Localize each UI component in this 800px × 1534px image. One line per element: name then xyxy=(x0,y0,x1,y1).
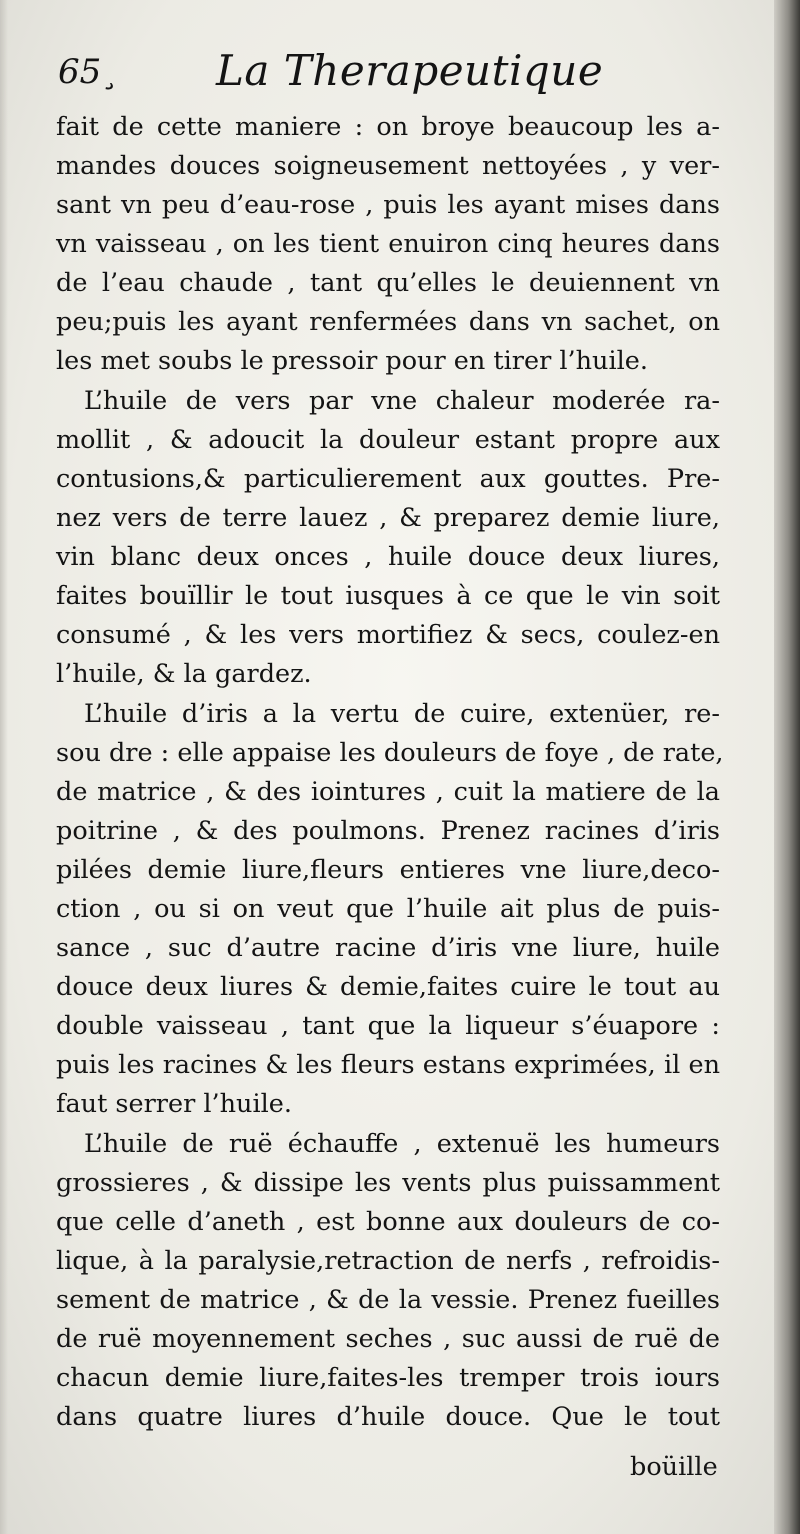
text-line: faut serrer l’huile. xyxy=(56,1089,292,1119)
text-line: les met soubs le pressoir pour en tirer l’huile. xyxy=(56,346,648,376)
text-line: puis les racines & les fleurs estans exprimées, il en xyxy=(56,1050,720,1080)
page-number: 65¸ xyxy=(58,52,119,92)
paragraph-rue-oil xyxy=(56,1125,720,1437)
text-line: nez vers de terre lauez , & preparez demie liure, xyxy=(56,503,720,533)
text-line: de l’eau chaude , tant qu’elles le deuiennent vn xyxy=(56,268,720,298)
text-line: ction , ou si on veut que l’huile ait plus de puis- xyxy=(56,894,720,924)
text-line: sement de matrice , & de la vessie. Prenez fueilles xyxy=(56,1285,720,1315)
text-line: L’huile de vers par vne chaleur moderée ra- xyxy=(84,386,720,416)
page-gutter-shadow xyxy=(0,0,8,1534)
text-line: poitrine , & des poulmons. Prenez racines d’iris xyxy=(56,816,720,846)
text-line: sou dre : elle appaise les douleurs de foye , de rate, xyxy=(56,738,724,768)
text-line: mollit , & adoucit la douleur estant propre aux xyxy=(56,425,720,455)
text-line: grossieres , & dissipe les vents plus puissamment xyxy=(56,1168,720,1198)
text-line: contusions,& particulierement aux gouttes. Pre- xyxy=(56,464,720,494)
text-line: peu;puis les ayant renfermées dans vn sachet, on xyxy=(56,307,720,337)
catchword: boüille xyxy=(630,1452,718,1482)
page-edge-shadow xyxy=(774,0,800,1534)
text-line: chacun demie liure,faites-les tremper trois iours xyxy=(56,1363,720,1393)
text-line: vn vaisseau , on les tient enuiron cinq heures dans xyxy=(56,229,720,259)
text-line: de ruë moyennement seches , suc aussi de ruë de xyxy=(56,1324,720,1354)
paragraph-worm-oil xyxy=(56,382,720,694)
text-line: faites bouïllir le tout iusques à ce que le vin soit xyxy=(56,581,720,611)
running-title: La Therapeutique xyxy=(216,46,604,95)
body-text xyxy=(56,108,724,1438)
text-line: L’huile d’iris a la vertu de cuire, extenüer, re- xyxy=(84,699,720,729)
text-line: vin blanc deux onces , huile douce deux liures, xyxy=(56,542,720,572)
text-line: de matrice , & des iointures , cuit la matiere de la xyxy=(56,777,720,807)
text-line: consumé , & les vers mortifiez & secs, coulez-en xyxy=(56,620,720,650)
text-line: dans quatre liures d’huile douce. Que le tout xyxy=(56,1402,720,1432)
text-line: lique, à la paralysie,retraction de nerfs , refroidis- xyxy=(56,1246,720,1276)
text-line: L’huile de ruë échauffe , extenuë les humeurs xyxy=(84,1129,720,1159)
paragraph-iris-oil xyxy=(56,695,724,1124)
text-line: pilées demie liure,fleurs entieres vne liure,deco- xyxy=(56,855,720,885)
text-line: fait de cette maniere : on broye beaucoup les a- xyxy=(56,112,720,142)
text-line: sance , suc d’autre racine d’iris vne liure, huile xyxy=(56,933,720,963)
text-line: double vaisseau , tant que la liqueur s’éuapore : xyxy=(56,1011,720,1041)
page-header xyxy=(58,46,748,102)
text-line: que celle d’aneth , est bonne aux douleurs de co- xyxy=(56,1207,720,1237)
paragraph-almond-oil xyxy=(56,108,720,381)
text-line: sant vn peu d’eau-rose , puis les ayant mises dans xyxy=(56,190,720,220)
text-line: mandes douces soigneusement nettoyées , y ver- xyxy=(56,151,720,181)
text-line: l’huile, & la gardez. xyxy=(56,659,312,689)
text-line: douce deux liures & demie,faites cuire le tout au xyxy=(56,972,720,1002)
